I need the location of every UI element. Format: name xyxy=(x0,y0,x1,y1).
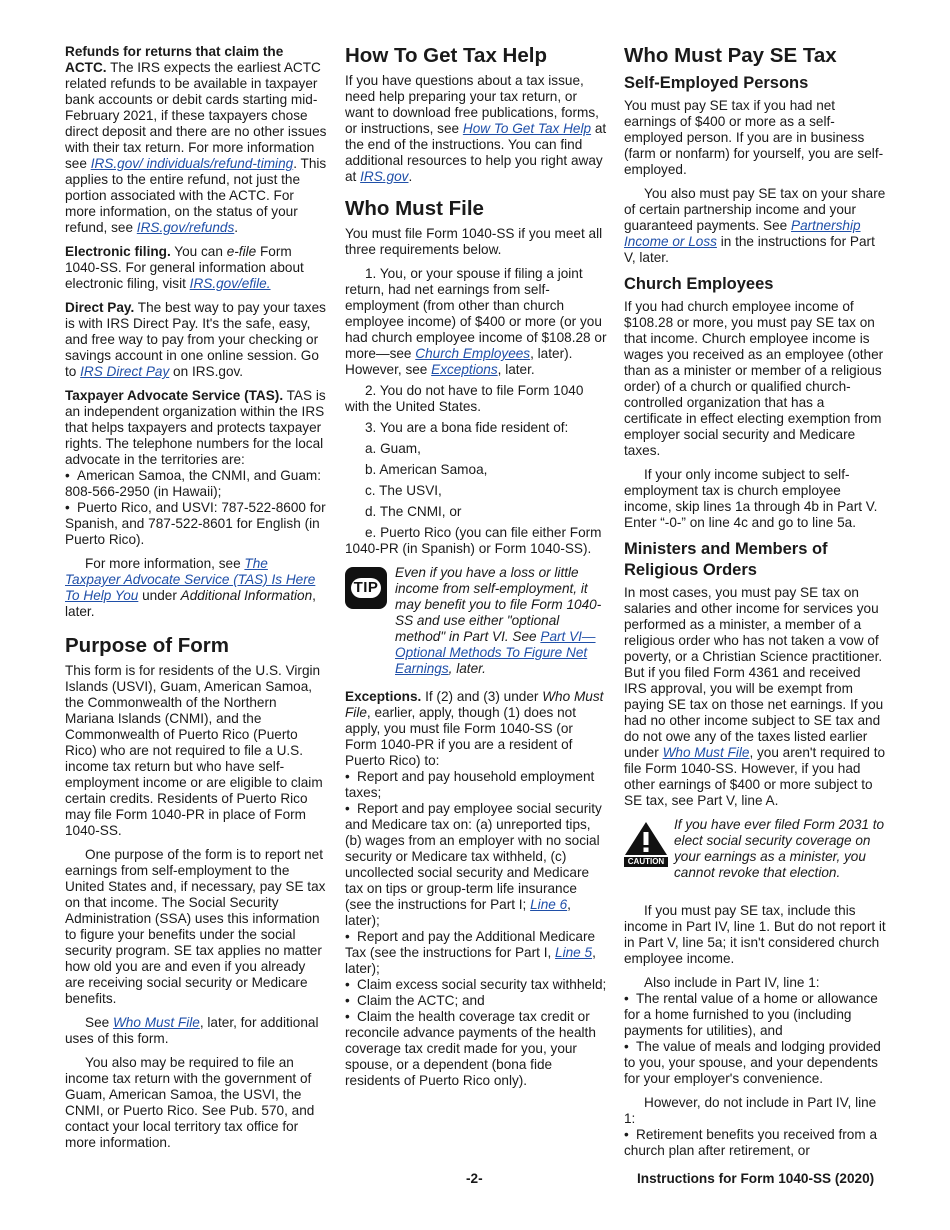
self-employed-p2-text-2: in the instructions for Part V, later. xyxy=(624,234,875,265)
caution-text: If you have ever filed Form 2031 to elect social security coverage on your earnings as a minister, you cannot revoke that election. xyxy=(674,817,885,880)
tas-more-text-2: under xyxy=(142,588,177,603)
tip-text xyxy=(395,565,607,677)
tip-icon xyxy=(345,567,387,609)
ministers-bullet: • The rental value of a home or allowance for a home furnished to you (including payments for utilities), and xyxy=(624,991,878,1038)
tas-bullet: • American Samoa, the CNMI, and Guam: 808-566-2950 (in Hawaii); xyxy=(65,468,322,499)
residence-item: b. American Samoa, xyxy=(365,462,488,477)
tas-help-link[interactable]: The Taxpayer Advocate Service (TAS) Is Here To Help You xyxy=(65,556,316,603)
purpose-paragraph-1: This form is for residents of the U.S. Virgin Islands (USVI), Guam, American Samoa, the Commonwealth of the Northern Mariana Islands (CNMI), and the Commonwealth of Puerto Rico (Puerto Rico) who are not required to file a U.S. income tax return but who have self-employment income or are eligible to claim certain credits. Residents of Puerto Rico may file Form 1040-PR in place of Form 1040-SS. xyxy=(65,663,323,838)
purpose-p3-text-2: , later, for additional uses of this form. xyxy=(65,1015,319,1046)
tas-more-text: For more information, see xyxy=(85,556,241,571)
efile-text: You can xyxy=(174,244,223,259)
ministers-bullet-text: The value of meals and lodging provided to you, your spouse, and your dependents for your employer's convenience. xyxy=(624,1039,881,1086)
ministers-bullet-text: The rental value of a home or allowance for a home furnished to you (including payments for utilities), and xyxy=(624,991,878,1038)
refund-timing-link[interactable]: IRS.gov/ individuals/refund-timing xyxy=(90,156,294,171)
church-employees-title: Church Employees xyxy=(624,275,774,293)
tas-bullet-text: American Samoa, the CNMI, and Guam: 808-566-2950 (in Hawaii); xyxy=(65,468,322,499)
requirement-2: 2. You do not have to file Form 1040 with the United States. xyxy=(345,383,584,414)
refunds-paragraph xyxy=(65,44,327,236)
efile-heading: Electronic filing. xyxy=(65,244,171,259)
tip-text-1: Even if you have a loss or little income from self-employment, it may benefit you to file Form 1040-SS and use either "optional method" in Part VI. See xyxy=(395,565,602,644)
self-employed-p2-text: You also must pay SE tax on your share of certain partnership income and your guaranteed payments. See xyxy=(624,186,886,233)
ministers-paragraph-4: However, do not include in Part IV, line 1: xyxy=(624,1095,877,1126)
direct-pay-paragraph xyxy=(65,300,327,380)
ministers-paragraph-2: If you must pay SE tax, include this income in Part IV, line 1. But do not report it in Part V, line 5a; it isn't considered church employee income. xyxy=(624,903,886,966)
tip-label: TIP xyxy=(351,578,382,598)
ministers-bullet: • The value of meals and lodging provided to you, your spouse, and your dependents for your employer's convenience. xyxy=(624,1039,881,1086)
page-number: -2- xyxy=(466,1171,483,1186)
exceptions-text: If (2) and (3) under xyxy=(425,689,539,704)
exception-bullet-text: Report and pay household employment taxes; xyxy=(345,769,595,800)
refunds-heading: Refunds for returns that claim the ACTC. xyxy=(65,44,284,75)
church-paragraph-1: If you had church employee income of $108.28 or more, you must pay SE tax on that income. Church employee income is wages you received as an employee (other than as a minister or member of a religious order) of a church or qualified church-controlled organization that has a certificate in effect electing exemption from employer social security and Medicare taxes. xyxy=(624,299,884,458)
exception-bullet: • Report and pay employee social security and Medicare tax on: (a) unreported tips, (b) wages from an employer with no social security or Medicare tax withheld, (c) uncollected social security and Medicare tax on tips or group-term life insurance (see the instructions for Part I; Line 6, later); xyxy=(345,801,602,928)
ministers-bullet: • Retirement benefits you received from a church plan after retirement, or xyxy=(624,1127,878,1158)
tip-box xyxy=(345,565,607,677)
column-left xyxy=(65,44,327,1159)
exceptions-paragraph xyxy=(345,689,607,769)
tas-bullet-text: Puerto Rico, and USVI: 787-522-8600 for Spanish, and 787-522-8601 for English (in Puerto Rico). xyxy=(65,500,326,547)
who-intro: You must file Form 1040-SS if you meet all three requirements below. xyxy=(345,226,603,257)
warning-triangle-icon xyxy=(624,821,668,855)
requirement-1-text: 1. You, or your spouse if filing a joint return, had net earnings from self-employment (from other than church employee income) of $400 or more (or you had church employee income of $108.28 or more—see xyxy=(345,266,607,361)
residence-item: e. Puerto Rico (you can file either Form 1040-PR (in Spanish) or Form 1040-SS). xyxy=(345,525,602,556)
tas-paragraph xyxy=(65,388,327,468)
self-employed-title: Self-Employed Persons xyxy=(624,74,809,92)
tip-text-2: , later. xyxy=(448,661,486,676)
tas-text: TAS is an independent organization within the IRS that helps taxpayers and protects taxpayer rights. The telephone numbers for the local advocate in the territories are: xyxy=(65,388,326,467)
direct-pay-text-2: on IRS.gov. xyxy=(173,364,244,379)
residence-item: a. Guam, xyxy=(365,441,421,456)
efile-text-2: Form 1040-SS. For general information about electronic filing, visit xyxy=(65,244,304,291)
exception-bullet-text: Report and pay the Additional Medicare Tax (see the instructions for Part I, xyxy=(345,929,596,960)
tas-more-paragraph xyxy=(65,556,327,620)
exceptions-heading: Exceptions. xyxy=(345,689,422,704)
column-right xyxy=(624,44,886,1159)
self-employed-paragraph-1: You must pay SE tax if you had net earnings of $400 or more as a self-employed person. If you are in business (farm or nonfarm) for yourself, you are self-employed. xyxy=(624,98,884,177)
exceptions-text-2: , earlier, apply, though (1) does not apply, you must file Form 1040-SS (or Form 1040-PR if you are a resident of Puerto Rico) to: xyxy=(345,705,576,768)
who-must-file-title: Who Must File xyxy=(345,197,484,220)
direct-pay-heading: Direct Pay. xyxy=(65,300,135,315)
exception-bullet: • Report and pay the Additional Medicare Tax (see the instructions for Part I, Line 5, later); xyxy=(345,929,596,976)
refunds-link[interactable]: IRS.gov/refunds xyxy=(136,220,235,235)
column-middle xyxy=(345,44,607,1089)
se-tax-title: Who Must Pay SE Tax xyxy=(624,44,837,67)
caution-box xyxy=(624,817,886,881)
tax-help-text-2: at the end of the instructions. You can find additional resources to help you right away at xyxy=(345,121,607,184)
purpose-paragraph-2: One purpose of the form is to report net earnings from self-employment to the United States and, if necessary, pay SE tax on that income. The Social Security Administration (SSA) uses this information to figure your benefits under the social security program. SE tax applies no matter how old you are and even if you already are receiving social security or Medicare benefits. xyxy=(65,847,326,1006)
church-paragraph-2: If your only income subject to self-employment tax is church employee income, skip lines 1a through 4b in Part V. Enter “-0-” on line 4c and go to line 5a. xyxy=(624,467,878,530)
exception-bullet: • Claim the ACTC; and xyxy=(345,993,485,1008)
requirement-1-text-3: , later. xyxy=(497,362,535,377)
efile-link[interactable]: IRS.gov/efile. xyxy=(189,276,271,291)
irs-gov-link[interactable]: IRS.gov xyxy=(360,169,409,184)
direct-pay-text: The best way to pay your taxes is with IRS Direct Pay. It's the safe, easy, and free way to pay from your checking or savings account in one online session. Go to xyxy=(65,300,326,379)
tas-more-em: Additional Information xyxy=(180,588,313,603)
efile-em: e-file xyxy=(226,244,257,259)
tax-help-link[interactable]: How To Get Tax Help xyxy=(462,121,592,136)
self-employed-paragraph-2 xyxy=(624,186,886,266)
exception-bullet: • Claim the health coverage tax credit or reconcile advance payments of the health coverage tax credit made for you, your spouse, or a dependent (bona fide residents of Puerto Rico only). xyxy=(345,1009,596,1088)
exception-bullet-text: Claim the health coverage tax credit or reconcile advance payments of the health coverage tax credit made for you, your spouse, or a dependent (bona fide residents of Puerto Rico only). xyxy=(345,1009,596,1088)
line-6-link[interactable]: Line 6 xyxy=(530,897,568,912)
tas-more-text-3: , later. xyxy=(65,588,316,619)
ministers-bullet-text: Retirement benefits you received from a church plan after retirement, or xyxy=(624,1127,878,1158)
refunds-text-2: . This applies to the entire refund, not just the portion associated with the ACTC. For more information, on the status of your refund, see xyxy=(65,156,327,235)
who-must-file-link[interactable]: Who Must File xyxy=(662,745,750,760)
footer-title: Instructions for Form 1040-SS (2020) xyxy=(637,1171,875,1186)
ministers-p1-text: In most cases, you must pay SE tax on salaries and other income for services you performed as a minister, a member of a religious order who has not taken a vow of poverty, or a Christian Science practitioner. But if you filed Form 4361 and received IRS approval, you will be exempt from paying SE tax on those net earnings. If you had no other income subject to SE tax and do not owe any of the taxes listed earlier under xyxy=(624,585,884,760)
tas-bullet: • Puerto Rico, and USVI: 787-522-8600 for Spanish, and 787-522-8601 for English (in Puerto Rico). xyxy=(65,500,326,547)
exception-bullet-text-2: , later); xyxy=(345,897,571,928)
tax-help-title: How To Get Tax Help xyxy=(345,44,547,67)
exception-bullet-text-2: , later); xyxy=(345,945,596,976)
residence-item: d. The CNMI, or xyxy=(365,504,462,519)
exception-bullet-text: Claim excess social security tax withheld; xyxy=(357,977,607,992)
purpose-paragraph-3 xyxy=(65,1015,327,1047)
exception-bullet: • Claim excess social security tax withheld; xyxy=(345,977,607,992)
who-must-file-link[interactable]: Who Must File xyxy=(112,1015,200,1030)
tax-help-end: . xyxy=(408,169,413,184)
efile-paragraph xyxy=(65,244,327,292)
requirement-3: 3. You are a bona fide resident of: xyxy=(365,420,569,435)
caution-icon xyxy=(624,821,668,867)
requirement-1-text-2: , later). However, see xyxy=(345,346,573,377)
tas-heading: Taxpayer Advocate Service (TAS). xyxy=(65,388,284,403)
exception-bullet-text: Claim the ACTC; and xyxy=(357,993,485,1008)
residence-item: c. The USVI, xyxy=(365,483,442,498)
tax-help-paragraph xyxy=(345,73,607,185)
refunds-text: The IRS expects the earliest ACTC related refunds to be available in taxpayer bank accounts or debit cards starting mid-February 2021, if these taxpayers chose direct deposit and there are no other issues with their tax return. For more information see xyxy=(65,60,327,171)
church-employees-link[interactable]: Church Employees xyxy=(415,346,531,361)
ministers-p1-text-2: , you aren't required to file Form 1040-SS. However, if you had other earnings of $400 or more subject to SE tax, see Part V, line A. xyxy=(624,745,886,808)
exception-bullet-text: Report and pay employee social security and Medicare tax on: (a) unreported tips, (b) wages from an employer with no social security or Medicare tax withheld, (c) uncollected social security and Medicare tax on tips or group-term life insurance (see the instructions for Part I; xyxy=(345,801,602,912)
exceptions-link[interactable]: Exceptions xyxy=(431,362,498,377)
tax-help-text: If you have questions about a tax issue, need help preparing your tax return, or want to download free publications, forms, or instructions, see xyxy=(345,73,599,136)
caution-label: CAUTION xyxy=(624,857,668,867)
line-5-link[interactable]: Line 5 xyxy=(555,945,593,960)
ministers-paragraph-3: Also include in Part IV, line 1: xyxy=(644,975,820,990)
exception-bullet: • Report and pay household employment taxes; xyxy=(345,769,595,800)
purpose-title: Purpose of Form xyxy=(65,634,230,657)
purpose-paragraph-4: You also may be required to file an income tax return with the government of Guam, American Samoa, the USVI, the CNMI, or Puerto Rico. See Pub. 570, and contact your local territory tax office for more information. xyxy=(65,1055,315,1150)
refunds-end: . xyxy=(234,220,239,235)
optional-methods-link[interactable]: Part VI—Optional Methods To Figure Net Earnings xyxy=(395,629,596,676)
direct-pay-link[interactable]: IRS Direct Pay xyxy=(80,364,170,379)
partnership-income-link[interactable]: Partnership Income or Loss xyxy=(624,218,861,249)
requirement-1 xyxy=(345,266,607,378)
ministers-paragraph-1 xyxy=(624,585,886,809)
exceptions-em: Who Must File xyxy=(345,689,604,720)
ministers-title: Ministers and Members of Religious Orders xyxy=(624,540,828,579)
purpose-p3-text: See xyxy=(85,1015,110,1030)
